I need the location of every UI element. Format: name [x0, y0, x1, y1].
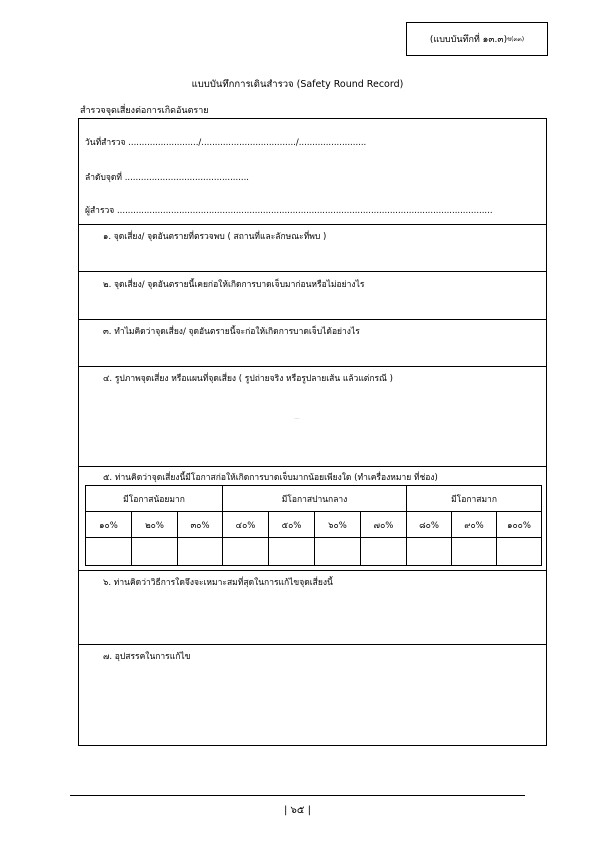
- scale-group-low: มีโอกาสน้อยมาก: [86, 486, 223, 512]
- scale-percent: ๖๐%: [315, 512, 361, 538]
- scale-percent: ๒๐%: [132, 512, 178, 538]
- divider: [78, 644, 547, 645]
- question-2: ๒. จุดเสี่ยง/ จุดอันตรายนี้เคยก่อให้เกิดการบาดเจ็บมาก่อนหรือไม่อย่างไร: [103, 280, 365, 290]
- question-7: ๗. อุปสรรคในการแก้ไข: [103, 652, 191, 662]
- scale-check-cell[interactable]: [223, 538, 269, 566]
- faint-marker: ---: [294, 416, 300, 422]
- surveyor-field[interactable]: ผู้สำรวจ ...........................................................................................................................................: [85, 206, 493, 216]
- scale-percent-row: [86, 512, 542, 538]
- scale-percent: ๙๐%: [452, 512, 497, 538]
- scale-checkbox-row: [86, 538, 542, 566]
- question-3: ๓. ทำไมคิดว่าจุดเสี่ยง/ จุดอันตรายนี้จะก่อให้เกิดการบาดเจ็บได้อย่างไร: [103, 327, 360, 337]
- scale-percent: ๔๐%: [223, 512, 269, 538]
- divider: [78, 319, 547, 320]
- scale-check-cell[interactable]: [361, 538, 407, 566]
- scale-percent: ๓๐%: [178, 512, 223, 538]
- question-4: ๔. รูปภาพจุดเสี่ยง หรือแผนที่จุดเสี่ยง ( รูปถ่ายจริง หรือรูปลายเส้น แล้วแต่กรณี ): [103, 374, 393, 384]
- page-number: | ๖๕ |: [283, 805, 311, 816]
- question-6: ๖. ท่านคิดว่าวิธีการใดจึงจะเหมาะสมที่สุดในการแก้ไขจุดเสี่ยงนี้: [103, 578, 333, 588]
- scale-group-high: มีโอกาสมาก: [407, 486, 542, 512]
- scale-check-cell[interactable]: [315, 538, 361, 566]
- scale-group-row: [86, 486, 542, 512]
- point-number-field[interactable]: ลำดับจุดที่ ..............................................: [85, 173, 249, 183]
- form-tag-superscript: ข(๓๓): [507, 36, 525, 43]
- scale-check-cell[interactable]: [269, 538, 315, 566]
- scale-group-medium: มีโอกาสปานกลาง: [223, 486, 407, 512]
- scale-percent: ๕๐%: [269, 512, 315, 538]
- footer-rule: [70, 795, 525, 796]
- divider: [78, 466, 547, 467]
- scale-check-cell[interactable]: [86, 538, 132, 566]
- divider: [78, 366, 547, 367]
- scale-percent: ๘๐%: [407, 512, 452, 538]
- form-tag-text: (แบบบันทึกที่ ๑๓.๓): [429, 35, 508, 45]
- scale-check-cell[interactable]: [407, 538, 452, 566]
- section-heading: สำรวจจุดเสี่ยงต่อการเกิดอันตราย: [80, 106, 209, 116]
- survey-date-field[interactable]: วันที่สำรวจ ........................../.................................../.........................: [85, 138, 367, 148]
- divider: [78, 570, 547, 571]
- scale-check-cell[interactable]: [452, 538, 497, 566]
- document-title: แบบบันทึกการเดินสำรวจ (Safety Round Record): [191, 79, 404, 90]
- question-1: ๑. จุดเสี่ยง/ จุดอันตรายที่ตรวจพบ ( สถานที่และลักษณะที่พบ ): [103, 232, 327, 242]
- scale-check-cell[interactable]: [497, 538, 542, 566]
- scale-percent: ๑๐๐%: [497, 512, 542, 538]
- scale-check-cell[interactable]: [132, 538, 178, 566]
- divider: [78, 224, 547, 225]
- divider: [78, 271, 547, 272]
- scale-percent: ๗๐%: [361, 512, 407, 538]
- form-tag-box: [406, 22, 548, 56]
- question-5: ๕. ท่านคิดว่าจุดเสี่ยงนี้มีโอกาสก่อให้เกิดการบาดเจ็บมากน้อยเพียงใด (ทำเครื่องหมาย ที่ช่อง): [103, 473, 438, 483]
- scale-percent: ๑๐%: [86, 512, 132, 538]
- scale-check-cell[interactable]: [178, 538, 223, 566]
- likelihood-scale-table: [85, 485, 542, 566]
